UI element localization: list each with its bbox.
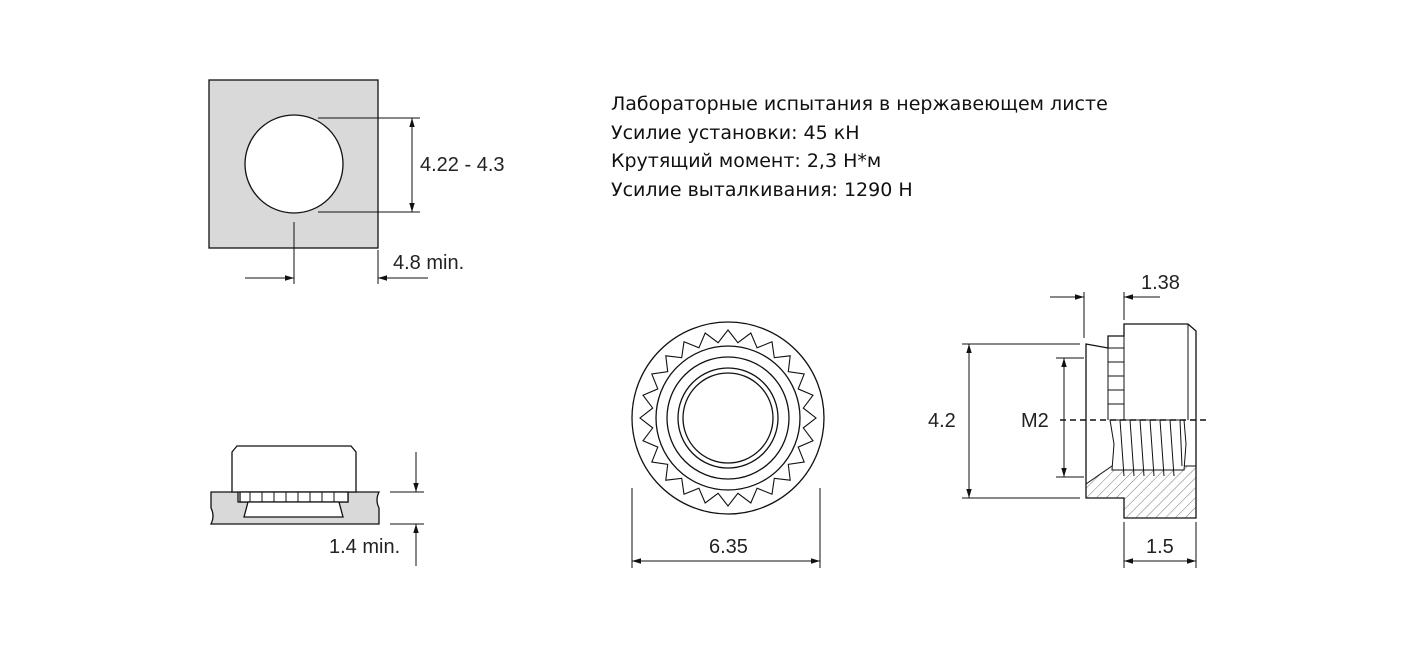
fastener-top-view bbox=[632, 322, 824, 568]
outer-diameter-label: 6.35 bbox=[709, 536, 748, 558]
shank-length-label: 1.38 bbox=[1141, 272, 1180, 294]
sheet-thickness-label: 1.4 min. bbox=[329, 536, 401, 558]
hole-diameter-label: 4.22 - 4.3 bbox=[420, 154, 505, 176]
hatched-section bbox=[1086, 466, 1196, 518]
fastener-section-view bbox=[962, 292, 1206, 568]
height-label: 4.2 bbox=[928, 410, 956, 432]
mounting-hole bbox=[245, 115, 343, 213]
spec-title: Лабораторные испытания в нержавеющем листе bbox=[611, 93, 1108, 115]
edge-distance-label: 4.8 min. bbox=[393, 252, 465, 274]
head-height-label: 1.5 bbox=[1146, 536, 1174, 558]
fastener-head bbox=[232, 446, 356, 492]
spec-pushout-force: Усилие выталкивания: 1290 Н bbox=[611, 178, 913, 201]
spec-install-force: Усилие установки: 45 кН bbox=[611, 121, 860, 144]
thread-label: M2 bbox=[1021, 410, 1049, 432]
spec-torque: Крутящий момент: 2,3 Н*м bbox=[611, 150, 882, 172]
